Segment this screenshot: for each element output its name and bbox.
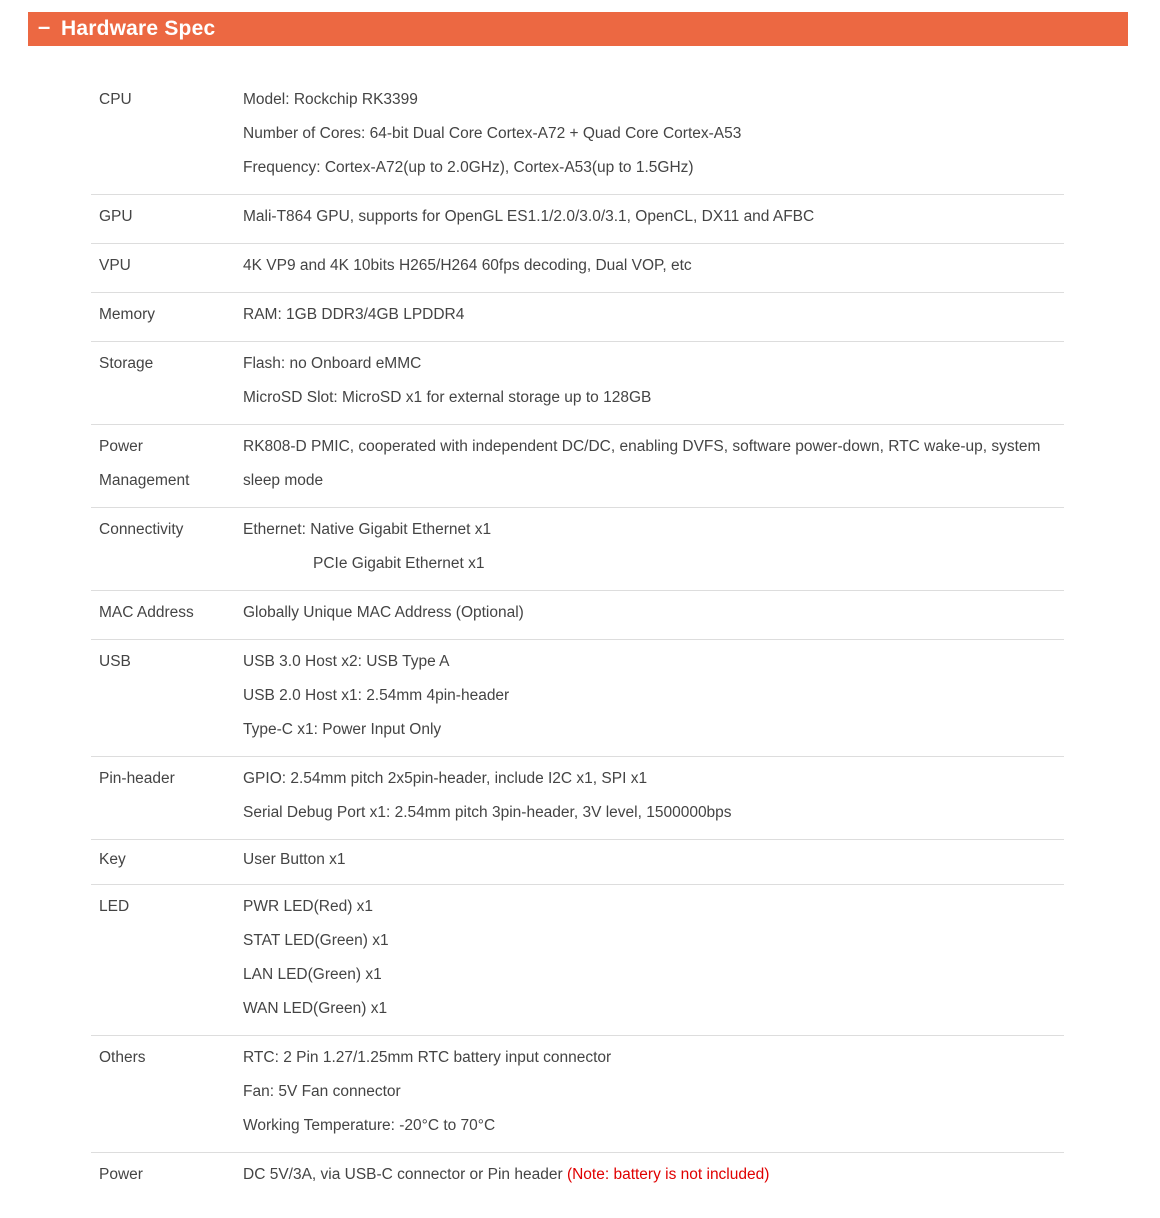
spec-value: PWR LED(Red) x1	[243, 898, 374, 915]
spec-value: Frequency: Cortex-A72(up to 2.0GHz), Cortex-A53(up to 1.5GHz)	[243, 159, 694, 176]
spec-label: Pin-header	[99, 770, 175, 787]
spec-label: Others	[99, 1049, 146, 1066]
spec-row-led	[91, 885, 1064, 1036]
spec-value: Mali-T864 GPU, supports for OpenGL ES1.1/2.0/3.0/3.1, OpenCL, DX11 and AFBC	[243, 208, 815, 225]
spec-label: Power	[99, 438, 143, 455]
spec-label: LED	[99, 898, 130, 915]
spec-value: Fan: 5V Fan connector	[243, 1083, 401, 1100]
spec-label: MAC Address	[99, 604, 194, 621]
spec-value: USB 3.0 Host x2: USB Type A	[243, 653, 450, 670]
spec-table	[91, 78, 1064, 1201]
spec-value: RK808-D PMIC, cooperated with independent DC/DC, enabling DVFS, software power-down, RTC wake-up, system sleep mode	[243, 438, 1041, 489]
spec-row-memory	[91, 293, 1064, 342]
spec-value: Number of Cores: 64-bit Dual Core Cortex-A72 + Quad Core Cortex-A53	[243, 125, 742, 142]
spec-row-usb	[91, 640, 1064, 757]
battery-note: (Note: battery is not included)	[566, 1166, 770, 1183]
spec-value: RAM: 1GB DDR3/4GB LPDDR4	[243, 306, 465, 323]
spec-row-pin-header	[91, 757, 1064, 840]
spec-label: Management	[99, 472, 190, 489]
spec-value: LAN LED(Green) x1	[243, 966, 382, 983]
spec-value: Flash: no Onboard eMMC	[243, 355, 422, 372]
spec-label: Key	[99, 851, 126, 868]
spec-row-power-management	[91, 425, 1064, 508]
spec-row-key	[91, 840, 1064, 885]
spec-row-mac-address	[91, 591, 1064, 640]
spec-value: Ethernet: Native Gigabit Ethernet x1	[243, 521, 492, 538]
spec-value: PCIe Gigabit Ethernet x1	[313, 555, 485, 572]
spec-row-cpu	[91, 78, 1064, 195]
spec-label: Storage	[99, 355, 154, 372]
spec-label: VPU	[99, 257, 131, 274]
spec-value: GPIO: 2.54mm pitch 2x5pin-header, include I2C x1, SPI x1	[243, 770, 648, 787]
spec-label: Connectivity	[99, 521, 184, 538]
spec-row-others	[91, 1036, 1064, 1153]
spec-label: Memory	[99, 306, 155, 323]
spec-value: Working Temperature: -20°C to 70°C	[243, 1117, 496, 1134]
spec-row-power	[91, 1153, 1064, 1202]
spec-value: User Button x1	[243, 851, 346, 868]
spec-value: STAT LED(Green) x1	[243, 932, 389, 949]
spec-value: MicroSD Slot: MicroSD x1 for external storage up to 128GB	[243, 389, 652, 406]
power-text: DC 5V/3A, via USB-C connector or Pin header	[243, 1166, 563, 1183]
section-title: Hardware Spec	[61, 17, 216, 40]
spec-row-storage	[91, 342, 1064, 425]
spec-row-connectivity	[91, 508, 1064, 591]
spec-value: Model: Rockchip RK3399	[243, 91, 418, 108]
spec-value: WAN LED(Green) x1	[243, 1000, 388, 1017]
spec-label: GPU	[99, 208, 133, 225]
spec-label: Power	[99, 1166, 143, 1183]
section-header[interactable]	[28, 12, 1128, 46]
spec-value: Type-C x1: Power Input Only	[243, 721, 442, 738]
spec-value	[243, 1158, 1064, 1192]
spec-value: 4K VP9 and 4K 10bits H265/H264 60fps decoding, Dual VOP, etc	[243, 257, 692, 274]
spec-value: USB 2.0 Host x1: 2.54mm 4pin-header	[243, 687, 510, 704]
collapse-icon[interactable]: –	[38, 14, 51, 39]
spec-row-vpu	[91, 244, 1064, 293]
spec-value: RTC: 2 Pin 1.27/1.25mm RTC battery input connector	[243, 1049, 612, 1066]
spec-label: CPU	[99, 91, 132, 108]
spec-label: USB	[99, 653, 131, 670]
spec-row-gpu	[91, 195, 1064, 244]
spec-value: Globally Unique MAC Address (Optional)	[243, 604, 524, 621]
spec-value: Serial Debug Port x1: 2.54mm pitch 3pin-header, 3V level, 1500000bps	[243, 804, 732, 821]
